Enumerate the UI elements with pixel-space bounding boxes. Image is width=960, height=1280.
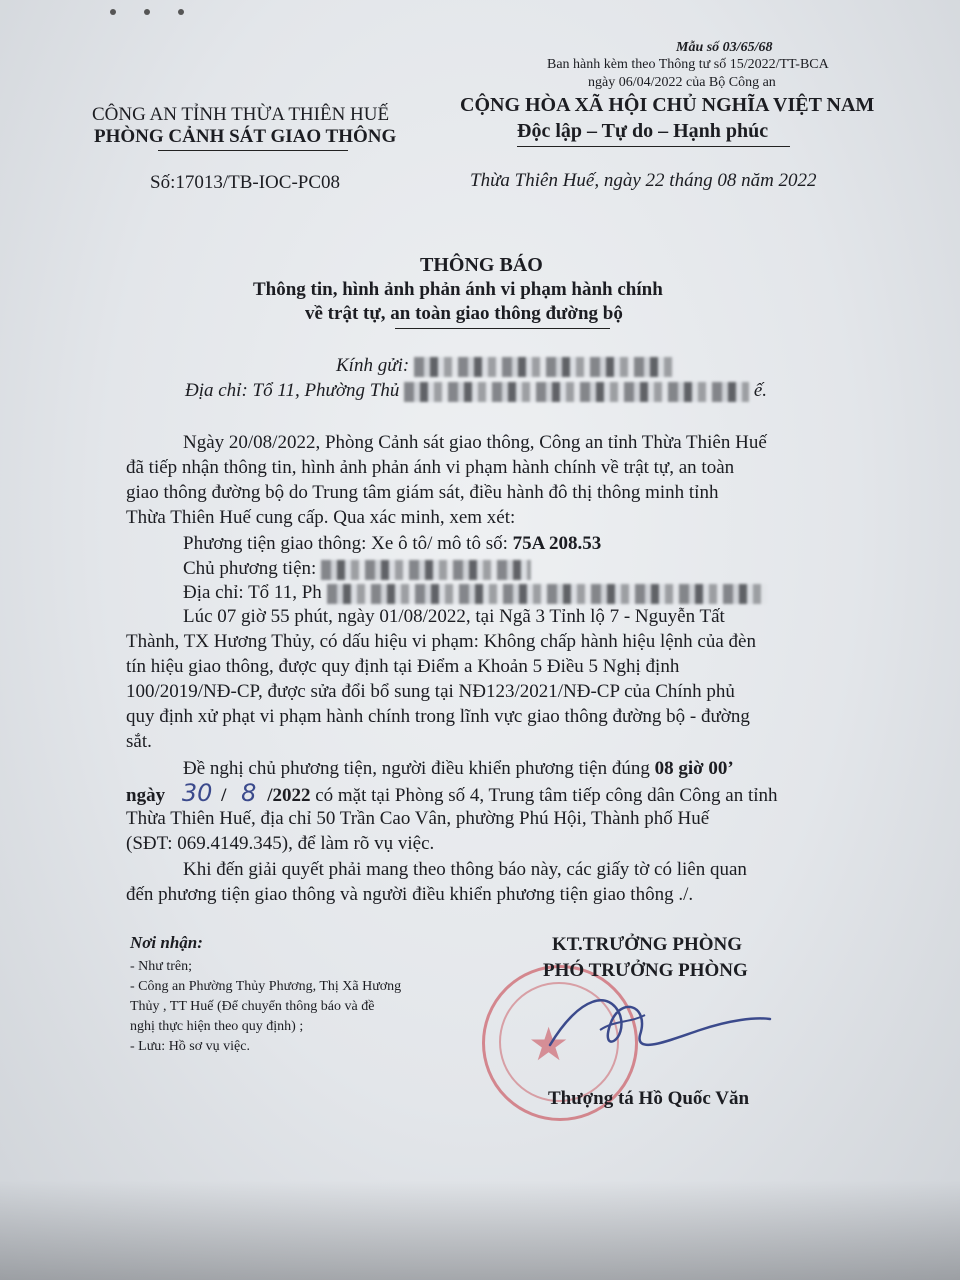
p2-line5: quy định xử phạt vi phạm hành chính trong lĩnh vực giao thông đường bộ - đường xyxy=(126,706,750,727)
notice-subtitle2: về trật tự, an toàn giao thông đường bộ xyxy=(305,303,623,324)
place-date: Thừa Thiên Huế, ngày 22 tháng 08 năm 2022 xyxy=(470,170,817,191)
recipients-item1: - Như trên; xyxy=(130,959,193,974)
p1-line3: giao thông đường bộ do Trung tâm giám sát, điều hành đô thị thông minh tỉnh xyxy=(126,482,719,503)
agency-name: PHÒNG CẢNH SÁT GIAO THÔNG xyxy=(94,126,397,147)
recipients-item2-line1: - Công an Phường Thủy Phương, Thị Xã Hương xyxy=(130,979,402,994)
punch-holes xyxy=(110,2,212,20)
appointment-year: /2022 xyxy=(267,785,311,806)
p2-line2: Thành, TX Hương Thủy, có dấu hiệu vi phạm: Không chấp hành hiệu lệnh của đèn xyxy=(126,631,756,652)
notice-heading: THÔNG BÁO xyxy=(420,254,543,276)
redacted-owner-address xyxy=(327,584,767,604)
appointment-time: 08 giờ 00’ xyxy=(654,758,734,779)
notice-subtitle1: Thông tin, hình ảnh phản ánh vi phạm hành chính xyxy=(253,279,663,300)
owner-address-line xyxy=(183,582,767,604)
recipient-to xyxy=(336,355,674,377)
vehicle-line xyxy=(183,533,601,555)
stamp-star-icon: ★ xyxy=(528,1019,570,1070)
recipient-address-end: ế. xyxy=(753,380,768,401)
vehicle-label: Phương tiện giao thông: Xe ô tô/ mô tô số: xyxy=(183,533,508,554)
p3-line2 xyxy=(126,779,778,807)
document-number: Số:17013/TB-IOC-PC08 xyxy=(150,172,341,193)
p2-line4: 100/2019/NĐ-CP, được sửa đổi bổ sung tại NĐ123/2021/NĐ-CP của Chính phủ xyxy=(126,681,735,702)
subtitle-underline xyxy=(395,328,610,329)
p3-line1 xyxy=(183,758,734,780)
owner-line xyxy=(183,558,531,580)
p3-line3: Thừa Thiên Huế, địa chỉ 50 Trần Cao Vân, phường Phú Hội, Thành phố Huế xyxy=(126,808,710,829)
recipient-address-label: Địa chỉ: Tổ 11, Phường Thủ xyxy=(185,380,400,401)
p3-line4: (SĐT: 069.4149.345), để làm rõ vụ việc. xyxy=(126,833,435,854)
recipient-address xyxy=(185,380,767,402)
form-issued-line2: ngày 06/04/2022 của Bộ Công an xyxy=(588,75,776,90)
signer-title1: KT.TRƯỞNG PHÒNG xyxy=(552,934,742,955)
form-code: Mẫu số 03/65/68 xyxy=(676,40,773,55)
nation-title: CỘNG HÒA XÃ HỘI CHỦ NGHĨA VIỆT NAM xyxy=(460,94,875,116)
p2-line6: sắt. xyxy=(126,731,152,752)
handwritten-day: 30 xyxy=(181,779,213,807)
p3-line1-text: Đề nghị chủ phương tiện, người điều khiển phương tiện đúng xyxy=(183,758,650,779)
p1-line4: Thừa Thiên Huế cung cấp. Qua xác minh, xem xét: xyxy=(126,507,516,528)
agency-underline xyxy=(158,150,348,151)
p3-line2-text: có mặt tại Phòng số 4, Trung tâm tiếp công dân Công an tỉnh xyxy=(315,785,778,806)
redacted-recipient-address xyxy=(404,382,749,402)
date-separator: / xyxy=(221,785,227,806)
redacted-recipient-name xyxy=(414,357,674,377)
signer-name: Thượng tá Hồ Quốc Văn xyxy=(548,1088,750,1109)
motto-underline xyxy=(517,146,790,147)
appointment-day-label: ngày xyxy=(126,785,166,806)
recipients-label: Nơi nhận: xyxy=(130,933,203,952)
nation-motto: Độc lập – Tự do – Hạnh phúc xyxy=(517,120,769,142)
owner-label: Chủ phương tiện: xyxy=(183,558,317,579)
recipients-item3: - Lưu: Hồ sơ vụ việc. xyxy=(130,1039,250,1054)
p2-line1: Lúc 07 giờ 55 phút, ngày 01/08/2022, tại Ngã 3 Tỉnh lộ 7 - Nguyễn Tất xyxy=(183,606,725,627)
recipients-item2-line2: Thủy , TT Huế (Để chuyển thông báo và đề xyxy=(130,999,375,1014)
p4-line1: Khi đến giải quyết phải mang theo thông báo này, các giấy tờ có liên quan xyxy=(183,859,747,880)
vehicle-plate: 75A 208.53 xyxy=(512,533,602,554)
signer-title2: PHÓ TRƯỞNG PHÒNG xyxy=(543,960,748,981)
p4-line2: đến phương tiện giao thông và người điều khiển phương tiện giao thông ./. xyxy=(126,884,694,905)
recipient-to-label: Kính gửi: xyxy=(336,355,410,376)
owner-address-label: Địa chỉ: Tổ 11, Ph xyxy=(183,582,322,603)
handwritten-month: 8 xyxy=(241,779,257,807)
recipients-item2-line3: nghị thực hiện theo quy định) ; xyxy=(130,1019,304,1034)
p1-line2: đã tiếp nhận thông tin, hình ảnh phản ánh vi phạm hành chính về trật tự, an toàn xyxy=(126,457,735,478)
redacted-owner-name xyxy=(321,560,531,580)
p2-line3: tín hiệu giao thông, được quy định tại Điểm a Khoản 5 Điều 5 Nghị định xyxy=(126,656,680,677)
p1-line1: Ngày 20/08/2022, Phòng Cảnh sát giao thông, Công an tỉnh Thừa Thiên Huế xyxy=(183,432,767,453)
photo-shadow xyxy=(0,1180,960,1280)
signature-scribble xyxy=(540,985,780,1075)
agency-parent: CÔNG AN TỈNH THỪA THIÊN HUẾ xyxy=(92,104,390,125)
form-issued-line1: Ban hành kèm theo Thông tư số 15/2022/TT-BCA xyxy=(547,57,829,72)
